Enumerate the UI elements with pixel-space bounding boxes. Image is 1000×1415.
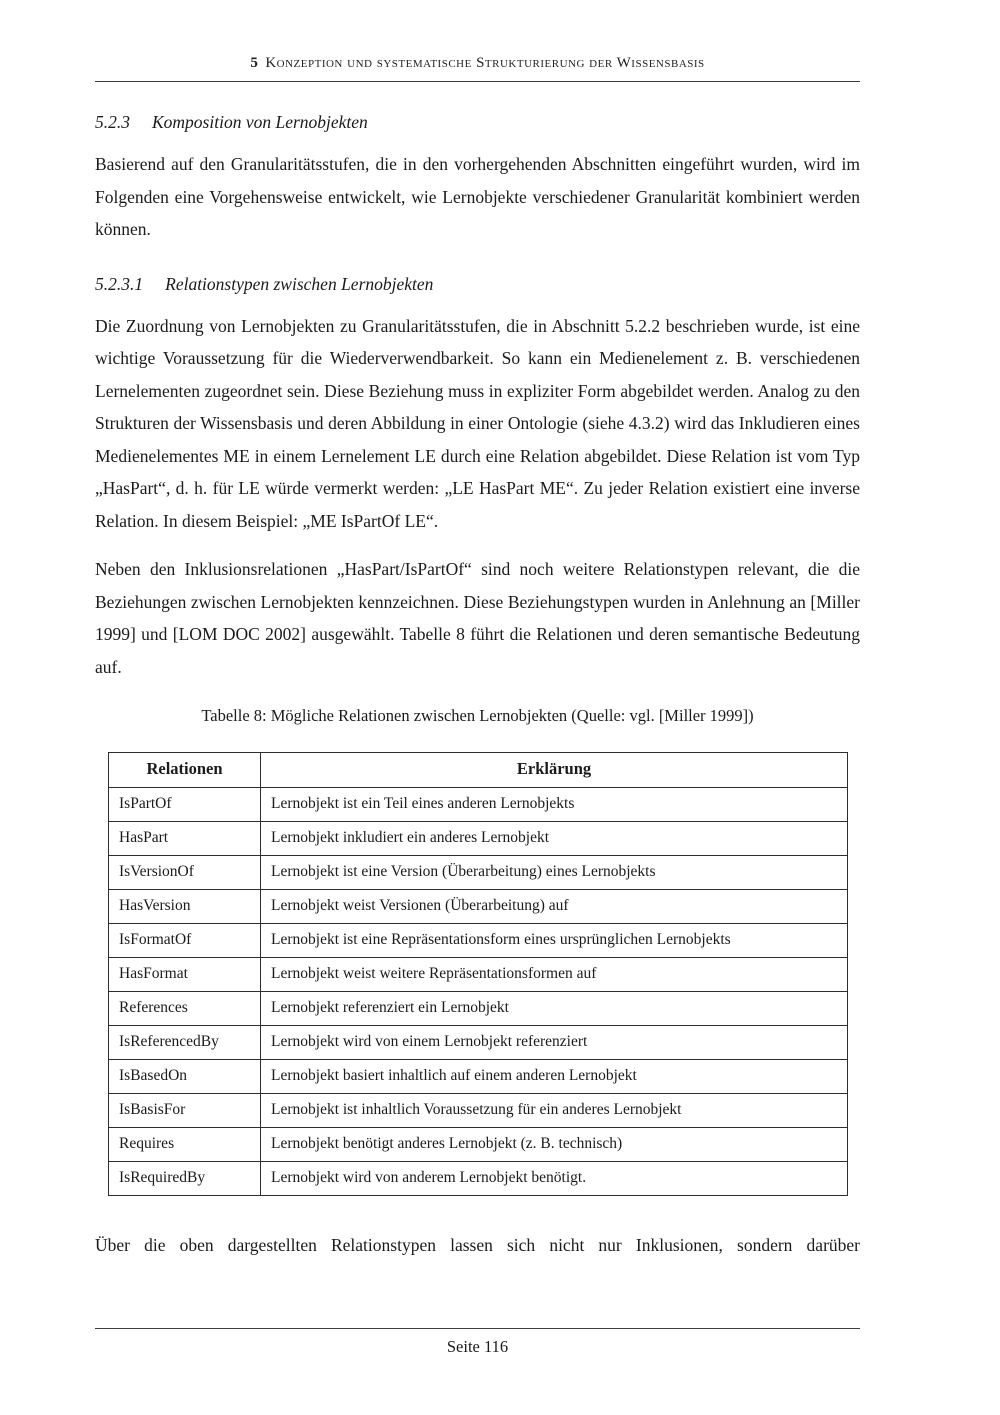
table-header-row [109,753,848,788]
relation-cell: References [109,992,261,1026]
relation-cell: Requires [109,1128,261,1162]
section-number: 5.2.3.1 [95,273,144,294]
explanation-cell: Lernobjekt ist eine Version (Überarbeitung) eines Lernobjekts [261,856,848,890]
relation-cell: HasFormat [109,958,261,992]
relation-cell: IsReferencedBy [109,1026,261,1060]
explanation-cell: Lernobjekt basiert inhaltlich auf einem anderen Lernobjekt [261,1060,848,1094]
explanation-cell: Lernobjekt benötigt anderes Lernobjekt (z. B. technisch) [261,1128,848,1162]
page-footer [95,1328,860,1357]
chapter-number: 5 [250,55,259,71]
table-row [109,1094,848,1128]
relation-cell: IsRequiredBy [109,1162,261,1196]
table-caption: Tabelle 8: Mögliche Relationen zwischen Lernobjekten (Quelle: vgl. [Miller 1999]) [201,706,754,725]
explanation-cell: Lernobjekt wird von anderem Lernobjekt benötigt. [261,1162,848,1196]
paragraph-relationtypes: Die Zuordnung von Lernobjekten zu Granularitätsstufen, die in Abschnitt 5.2.2 beschrieben wurde, ist eine wichtige Voraussetzung für die Wiederverwendbarkeit. So kann ein Medienelement z. B. verschiedenen Lernelementen zugeordnet sein. Diese Beziehung muss in expliziter Form abgebildet werden. Analog zu den Strukturen der Wissensbasis und deren Abbildung in einer Ontologie (siehe 4.3.2) wird das Inkludieren eines Medienelementes ME in einem Lernelement LE durch eine Relation abgebildet. Diese Relation ist vom Typ „HasPart“, d. h. für LE würde vermerkt werden: „LE HasPart ME“. Zu jeder Relation existiert eine inverse Relation. In diesem Beispiel: „ME IsPartOf LE“. [95,315,860,531]
page-content [95,110,860,1262]
table-row [109,822,848,856]
table-row [109,958,848,992]
table-row [109,788,848,822]
section-title: Relationstypen zwischen Lernobjekten [165,273,434,294]
explanation-cell: Lernobjekt weist Versionen (Überarbeitung) auf [261,890,848,924]
section-heading-5-2-3-1 [95,272,860,296]
paragraph-inclusion-relations: Neben den Inklusionsrelationen „HasPart/IsPartOf“ sind noch weitere Relationstypen relevant, die die Beziehungen zwischen Lernobjekten kennzeichnen. Diese Beziehungstypen wurden in Anlehnung an [Miller 1999] und [LOM DOC 2002] ausgewählt. Tabelle 8 führt die Relationen und deren semantische Bedeutung auf. [95,559,860,677]
table-row [109,856,848,890]
column-header-relationen: Relationen [109,753,261,788]
explanation-cell: Lernobjekt weist weitere Repräsentationsformen auf [261,958,848,992]
relation-cell: HasPart [109,822,261,856]
table-row [109,1026,848,1060]
table-row [109,992,848,1026]
explanation-cell: Lernobjekt wird von einem Lernobjekt referenziert [261,1026,848,1060]
explanation-cell: Lernobjekt ist inhaltlich Voraussetzung für ein anderes Lernobjekt [261,1094,848,1128]
table-row [109,1162,848,1196]
explanation-cell: Lernobjekt ist ein Teil eines anderen Lernobjekts [261,788,848,822]
relation-cell: IsBasedOn [109,1060,261,1094]
table-row [109,1128,848,1162]
section-heading-5-2-3 [95,110,860,134]
section-number: 5.2.3 [95,112,130,132]
table-row [109,924,848,958]
relation-cell: IsPartOf [109,788,261,822]
table-row [109,890,848,924]
page-number: Seite 116 [446,1337,509,1356]
relation-cell: IsVersionOf [109,856,261,890]
explanation-cell: Lernobjekt referenziert ein Lernobjekt [261,992,848,1026]
relation-cell: IsBasisFor [109,1094,261,1128]
running-header [95,55,860,82]
table-row [109,1060,848,1094]
explanation-cell: Lernobjekt inkludiert ein anderes Lernobjekt [261,822,848,856]
column-header-erklaerung: Erklärung [261,753,848,788]
chapter-title: Konzeption und systematische Strukturierung der Wissensbasis [265,55,705,71]
paragraph-continuation: Über die oben dargestellten Relationstypen lassen sich nicht nur Inklusionen, sondern darüber [95,1235,860,1255]
explanation-cell: Lernobjekt ist eine Repräsentationsform eines ursprünglichen Lernobjekts [261,924,848,958]
paragraph-composition: Basierend auf den Granularitätsstufen, die in den vorhergehenden Abschnitten eingeführt wurden, wird im Folgenden eine Vorgehensweise entwickelt, wie Lernobjekte verschiedener Granularität kombiniert werden können. [95,154,860,239]
section-title: Komposition von Lernobjekten [152,112,368,132]
relations-table [108,752,848,1196]
relation-cell: IsFormatOf [109,924,261,958]
relation-cell: HasVersion [109,890,261,924]
